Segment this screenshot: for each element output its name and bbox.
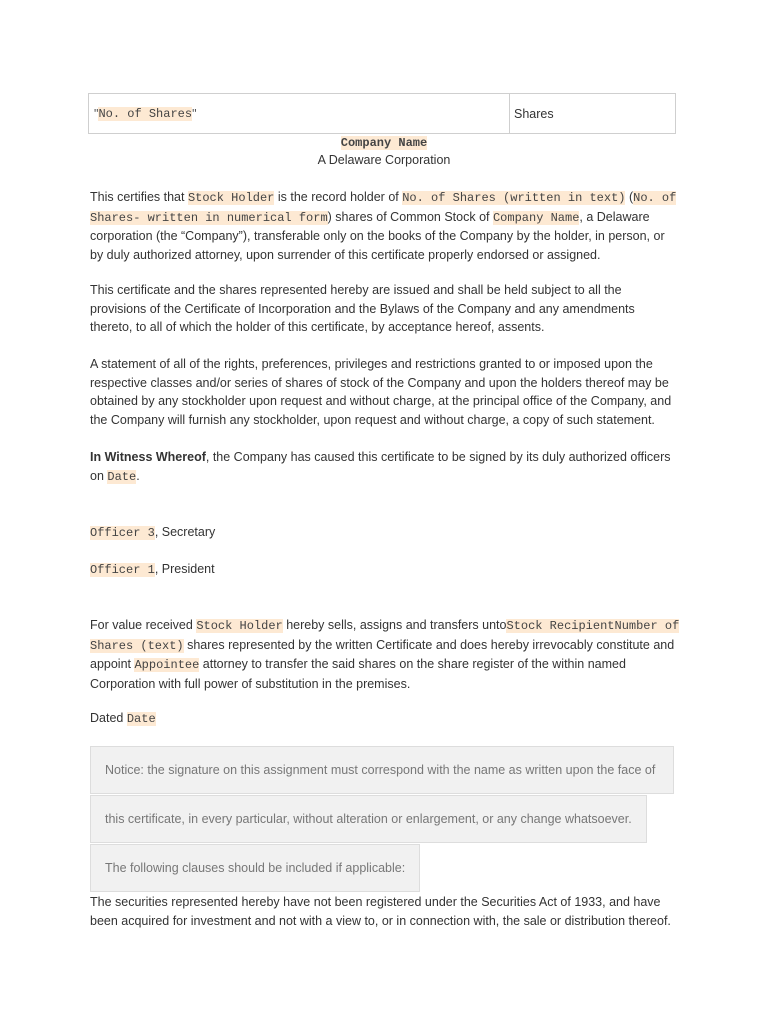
dated-date-variable[interactable]: Date [126,712,156,726]
company-name-variable[interactable]: Company Name [340,136,428,150]
company-name-variable-2[interactable]: Company Name [492,210,580,225]
p5-text-1: For value received [90,618,197,632]
p4-text-1: , the Company has caused this certificate to be signed by its duly authorized officers on [90,450,671,483]
p1-text-1: This certifies that [90,190,188,204]
witness-paragraph [90,448,680,486]
stock-recipient-variable[interactable]: Stock RecipientNumber of Shares (text) [90,619,680,653]
shares-count-cell [89,94,510,133]
p1-text-5: , a Delaware corporation (the “Company”), transferable only on the books of the Company by the holder, in person, or by duly authorized attorney, upon surrender of this certificate properly endorsed or assigned. [90,209,665,262]
certification-paragraph [90,188,680,264]
officer-1-variable[interactable]: Officer 1 [90,563,155,577]
officer-1-line [90,560,680,580]
assignment-paragraph [90,616,680,693]
officer-3-title: , Secretary [154,525,216,539]
dated-line [90,709,680,729]
rights-statement-paragraph: A statement of all of the rights, preferences, privileges and restrictions granted to or imposed upon the respective classes and/or series of shares of stock of the Company and upon the holders thereof may be obtained by any stockholder upon request and without charge, at the principal office of the Company, and the Company will furnish any stockholder, upon request and without charge, a copy of such statement. [90,357,672,427]
notice-box-2: this certificate, in every particular, without alteration or enlargement, or any change whatsoever. [90,795,647,843]
quote-close: " [192,106,197,121]
officer-3-variable[interactable]: Officer 3 [90,526,155,540]
shares-label: Shares [514,106,554,121]
p4-text-2: . [136,468,140,483]
dated-label: Dated [90,711,127,725]
officer-3-line [90,523,680,543]
notice-box-1: Notice: the signature on this assignment must correspond with the name as written upon the face of [90,746,674,794]
stock-holder-variable[interactable]: Stock Holder [187,191,275,205]
shares-numeric-variable[interactable]: No. of Shares- written in numerical form [90,191,677,225]
notice-box-3: The following clauses should be included if applicable: [90,844,420,892]
p1-text-3: ( [625,190,634,204]
company-subtitle: A Delaware Corporation [317,153,451,167]
shares-table [88,93,676,134]
shares-count-variable[interactable]: No. of Shares [98,106,193,121]
shares-text-variable[interactable]: No. of Shares (written in text) [402,191,626,205]
shares-label-cell [510,94,675,133]
company-name-heading [90,133,678,152]
p5-text-4: attorney to transfer the said shares on the share register of the within named Corporation with full power of substitution in the premises. [90,657,626,691]
appointee-variable[interactable]: Appointee [134,658,200,673]
securities-act-paragraph: The securities represented hereby have not been registered under the Securities Act of 1933, and have been acquired for investment and not with a view to, or in connection with, the sale or distribution thereof. [90,895,671,928]
witness-bold: In Witness Whereof [90,450,206,464]
p5-text-3: shares represented by the written Certificate and does hereby irrevocably constitute and appoint [90,637,675,672]
date-variable[interactable]: Date [107,469,137,484]
stock-holder-variable-2[interactable]: Stock Holder [196,619,283,633]
p5-text-2: hereby sells, assigns and transfers unto [282,618,507,632]
officer-1-title: , President [154,562,215,576]
p1-text-2: is the record holder of [274,190,403,204]
subject-to-provisions-paragraph: This certificate and the shares represented hereby are issued and shall be held subject to all the provisions of the Certificate of Incorporation and the Bylaws of the Company and any amendments thereto, to all of which the holder of this certificate, by acceptance hereof, assents. [90,283,635,335]
p1-text-4: ) shares of Common Stock of [327,209,493,224]
quote-open: " [94,106,99,121]
